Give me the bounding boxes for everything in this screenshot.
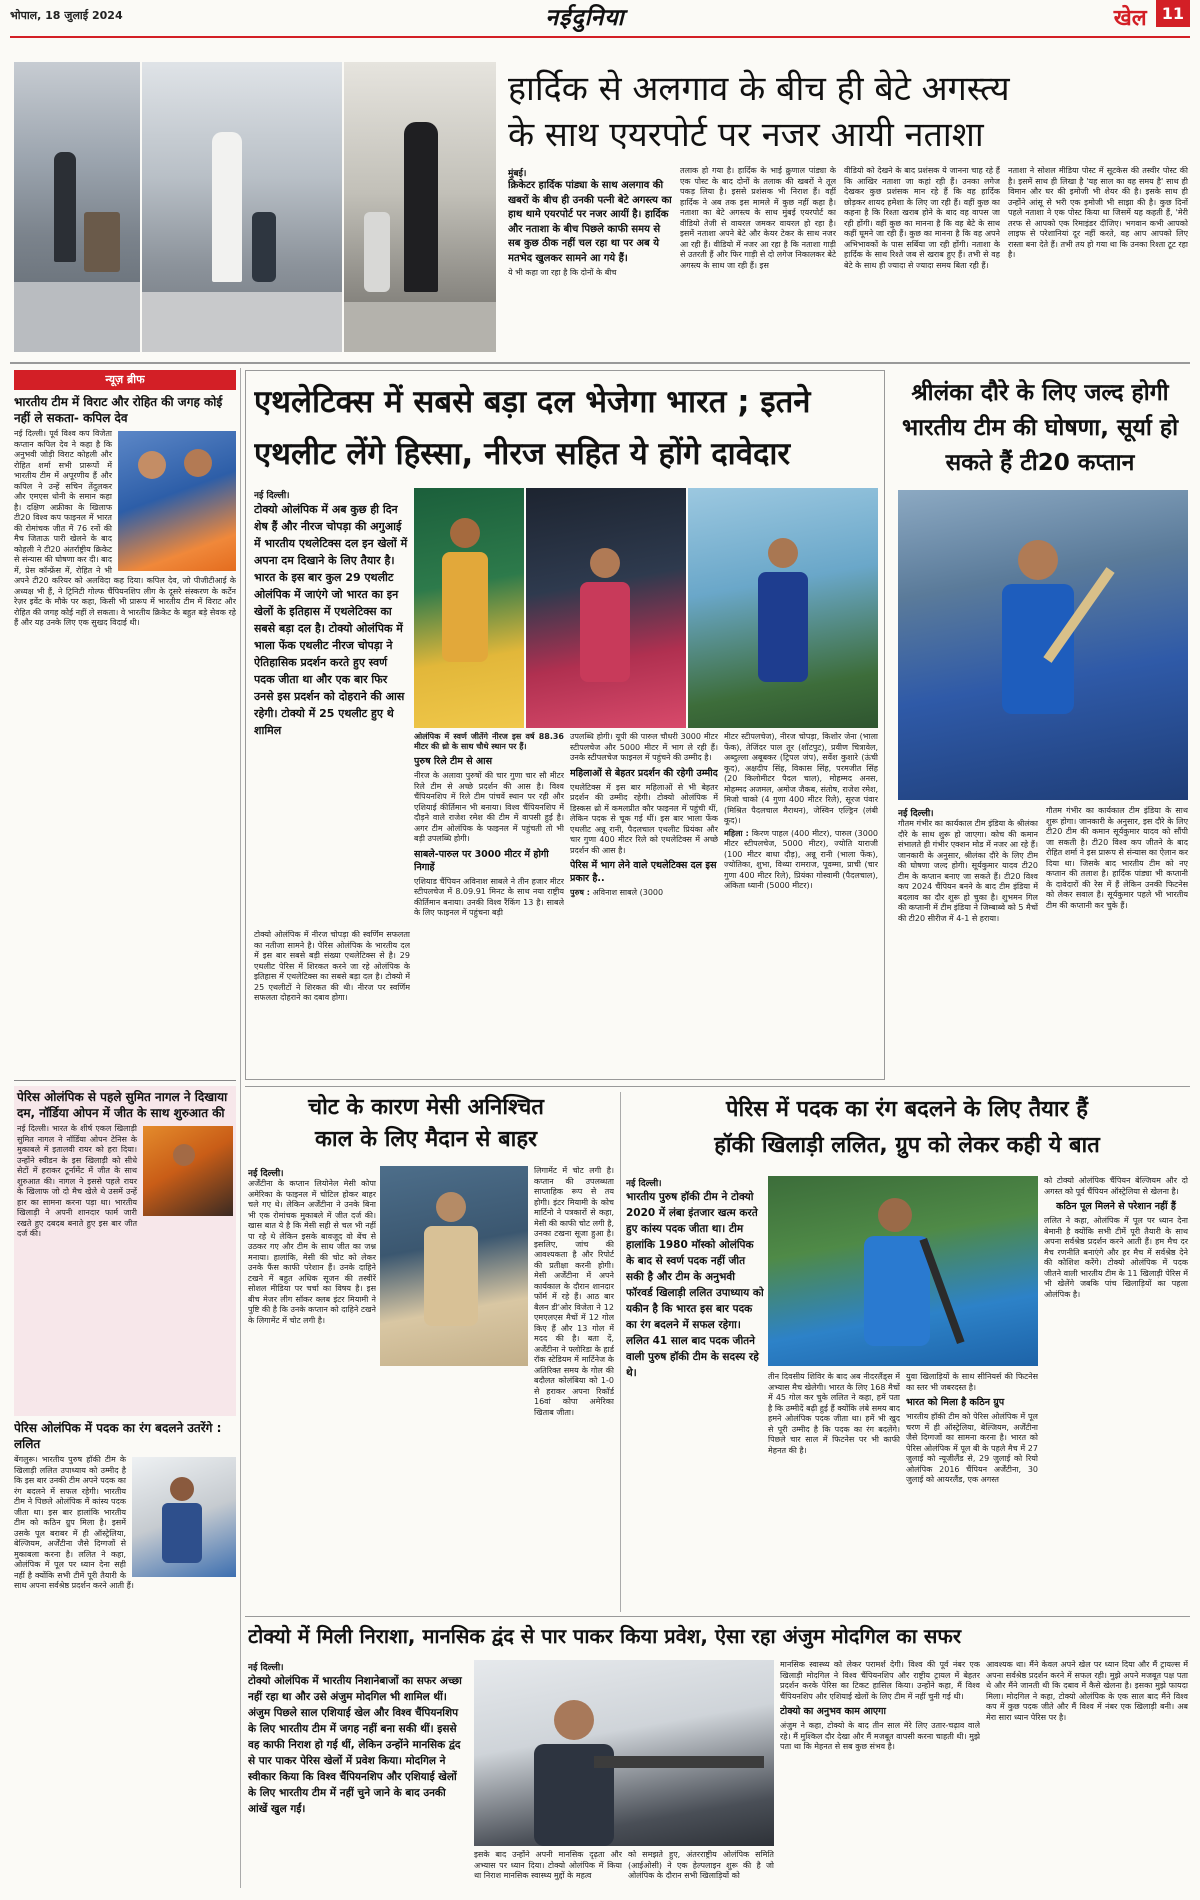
story5-headline	[626, 1092, 1188, 1168]
story2-col3	[570, 732, 718, 1077]
brief1-text: नई दिल्ली। पूर्व विश्व कप विजेता कप्तान कपिल देव ने कहा है कि अनुभवी जोड़ी विराट कोहली और रोहित शर्मा सभी प्रारूपों में भारतीय टीम में अपूरणीय हैं और कपिल ने उन्हें सचिन तेंदुलकर और एमएस धोनी के समान कहा है। दक्षिण अफ्रीका के खिलाफ टी20 विश्व कप फाइनल में भारत की रोमांचक जीत में 76 रनों की मैच जिताऊ पारी खेलने के बाद कोहली ने टी20 अंतर्राष्ट्रीय क्रिकेट से संन्यास की घोषणा कर दी। बाद में, प्रेस कॉन्फ्रेंस में, रोहित ने भी अपने टी20 करियर को अलविदा कह दिया। कपिल देव, जो पीजीटीआई के अध्यक्ष भी हैं, ने ट्रिनिटी गोल्फ चैंपियनशिप लीग के दूसरे संस्करण के कर्टेन रेज़र इवेंट के मौके पर कहा, किसी भी प्रारूप में भारतीय टीम में विराट और रोहित की जगह कोई नहीं ले सकता। वे भारतीय क्रिकेट के बहुत बड़े सेवक रहे हैं और यह उनके लिए एक सुखद विदाई थी।	[14, 429, 236, 627]
brief1-photo-rohit-virat	[118, 431, 236, 571]
story4-col2: लिगामेंट में चोट लगी है। कप्तान की उपलब्धता साप्ताहिक रूप से तय होगी। इंटर मियामी के कोच मार्टिनो ने पत्रकारों से कहा, मेसी की काफी चोट लगी है, उनका टखना सूजा हुआ है। इसलिए, जांच की आवश्यकता है और रिपोर्ट की प्रतीक्षा करनी होगी। मेसी अर्जेंटीना में अपने कार्यकाल के दौरान शानदार फॉर्म में रहे हैं। आठ बार बैलन डी'ओर विजेता ने 12 एमएलएस मैचों में 12 गोल किए हैं और 13 गोल में मदद की है। बता दें, अर्जेंटीना ने फ्लोरिडा के हार्ड रॉक स्टेडियम में मार्टिनेज के अतिरिक्त समय के गोल की बदौलत कोलंबिया को 1-0 से हराकर अपना रिकॉर्ड 16वां कोपा अमेरिका खिताब जीता।	[534, 1166, 614, 1417]
story3-col1	[898, 806, 1038, 1078]
story2-lead-text: टोक्यो ओलंपिक में अब कुछ ही दिन शेष हैं और नीरज चोपड़ा की अगुआई में भारतीय एथलेटिक्स दल इन खेलों में अपना दम दिखाने के लिए तैयार है। भारत के इस बार कुल 29 एथलीट ओलंपिक में जाएंगे जो भारत का इन खेलों के इतिहास में एथलेटिक्स का सबसे बड़ा दल है। टोक्यो ओलंपिक में भाला फेंक एथलीट नीरज चोपड़ा ने ऐतिहासिक प्रदर्शन करते हुए स्वर्ण पदक जीता था और एक बार फिर उनसे इस प्रदर्शन को दोहराने की आस रहेगी। टोक्यो में 25 एथलीट हुए थे शामिल	[254, 503, 408, 737]
story2-headline-line1: एथलेटिक्स में सबसे बड़ा दल भेजेगा भारत ; इतने	[254, 384, 811, 420]
story1-headline	[508, 66, 1188, 160]
masthead	[10, 0, 1190, 40]
brief1-headline: भारतीय टीम में विराट और रोहित की जगह कोई नहीं ले सकता- कपिल देव	[14, 395, 223, 425]
story5-col4-text: को टोक्यो ओलंपिक चैंपियन बेल्जियम और दो अगस्त को पूर्व चैंपियन ऑस्ट्रेलिया से खेलना है।	[1044, 1176, 1188, 1196]
story6-col2: को समझते हुए, अंतरराष्ट्रीय ओलंपिक समिति (आईओसी) ने एक हेल्पलाइन शुरू की है जो ओलंपिक के दौरान सभी खिलाड़ियों को	[628, 1850, 774, 1880]
story6-col3	[780, 1660, 980, 1892]
story5-headline-line2: हॉकी खिलाड़ी ललित, ग्रुप को लेकर कही ये बात	[714, 1133, 1100, 1158]
story6-photo-anjum	[474, 1660, 774, 1846]
story6-caption: इसके बाद उन्होंने अपनी मानसिक दृढ़ता और अभ्यास पर ध्यान दिया। टोक्यो ओलंपिक में किया था निराश मानसिक स्वास्थ्य मुद्दों के महत्व	[474, 1850, 622, 1880]
story2-lead	[254, 488, 410, 928]
story6-headline: टोक्यो में मिली निराशा, मानसिक द्वंद से पार पाकर किया प्रवेश, ऐसा रहा अंजुम मोदगिल का सफर	[248, 1624, 962, 1648]
story5-photo-lalit	[768, 1176, 1038, 1366]
story3-city: नई दिल्ली।	[898, 809, 934, 819]
brief-item-3	[14, 1420, 236, 1890]
story2-sub4: पेरिस में भाग लेने वाले एथलेटिक्स दल इस प्रकार है..	[570, 860, 717, 884]
story4-col1b	[248, 1420, 528, 1610]
story2-col3-text: उपलब्धि होगी। यूपी की पारुल चौधरी 3000 मीटर स्टीपलचेज और 5000 मीटर में भाग ले रही हैं। उनके स्टीपलचेज फाइनल में पहुंचने की उम्मीद है।	[570, 732, 718, 762]
brief-item-2	[14, 1086, 236, 1416]
story5-col3	[906, 1372, 1038, 1610]
story4-photo-messi	[380, 1166, 528, 1366]
story2-roster-first-text: अविनाश साबले (3000	[592, 888, 664, 897]
story4-headline	[248, 1092, 604, 1158]
story1-col3: वीडियो को देखने के बाद प्रशंसक ये जानना चाह रहे हैं कि आखिर नताशा जा कहां रही हैं। उनका लगेज देखकर कुछ प्रशंसक मान रहे हैं कि वह हार्दिक छोड़कर शायद हमेशा के लिए जा रही हैं। वहीं कुछ का कहना है कि रिश्ता खराब होने के बाद वह वापस जा रही होंगी। वहीं कुछ का मानना है कि वह बेटे के साथ कहीं घूमने जा रही हैं। कुछ का मानना है कि वह अपने अभिभावकों के पास सर्बिया जा रही होंगी। नताशा के हार्दिक के साथ रिश्ते जब से खराब हुए हैं। तभी से वह बेटे के साथ ही ज्यादा से ज्यादा समय बिता रही हैं।	[844, 166, 1000, 270]
story2-col2b-text: एशियाड चैंपियन अविनाश साबले ने तीन हजार मीटर स्टीपलचेज में 8.09.91 मिनट के साथ नया राष्ट्रीय कीर्तिमान बनाया। उनकी विश्व रैंकिंग 13 है। साबले के लिए फाइनल में पहुंचना बड़ी	[414, 876, 564, 917]
story5-col4	[1044, 1176, 1188, 1610]
brief3-text: बेंगलुरू। भारतीय पुरुष हॉकी टीम के खिलाड़ी ललित उपाध्याय को उम्मीद है कि इस बार उनकी टीम अपने पदक का रंग बदलने में सफल रहेगी। भारतीय टीम ने पिछले ओलंपिक में कांस्य पदक जीता था। इस बार हालांकि भारतीय टीम को कठिन ग्रुप मिला है। इसमें उसके पूल बराबर में ही ऑस्ट्रेलिया, बेल्जियम, अर्जेंटीना जैसे दिग्गजों से मुकाबला करना है। ललित ने कहा, ओलंपिक में पूल पर ध्यान देना सही नहीं है क्योंकि सभी टीमें पूरी तैयारी के साथ अपना सर्वश्रेष्ठ प्रदर्शन करने आती हैं।	[14, 1455, 134, 1590]
story1-headline-line1: हार्दिक से अलगाव के बीच ही बेटे अगस्त्य	[508, 69, 1010, 109]
story4-col1-text: अर्जेंटीना के कप्तान लियोनेल मेसी कोपा अमेरिका के फाइनल में चोटिल होकर बाहर चले गए थे। लेकिन अर्जेंटीना ने उनके बिना भी एक रोमांचक मुकाबले में जीत दर्ज की। खास बात ये है कि मेसी सही से चल भी नहीं पा रहे थे लेकिन इसके बावजूद वो बेंच से उठकर गए और टीम के साथ जीत का जश्न मनाया। हालांकि, मेसी की चोट को लेकर उनके फैंस काफी परेशान हैं। उनके दाहिने टखने में बहुत अधिक सूजन की तस्वीरें सोशल मीडिया पर चर्चा का विषय है। इस बीच मेजर लीग सॉकर क्लब इंटर मियामी ने पुष्टि की है कि उनके कप्तान को दाहिने टखने के लिगामेंट में चोट लगी है।	[248, 1179, 376, 1325]
story6-city: नई दिल्ली।	[248, 1663, 284, 1673]
story6-col3-text: मानसिक स्वास्थ्य को लेकर परामर्श देगी। विश्व की पूर्व नंबर एक खिलाड़ी मोदगिल ने विश्व चैंपियनशिप और राष्ट्रीय ट्रायल में बेहतर प्रदर्शन करके पेरिस का टिकट हासिल किया। उन्होंने कहा, मैं विश्व चैंपियनशिप और एशियाई खेलों के लिए टीम में नहीं चुनी गई थी।	[780, 1660, 980, 1701]
story2-col4-text: मीटर स्टीपलचेज), नीरज चोपड़ा, किशोर जेना (भाला फेंक), तेजिंदर पाल तूर (शॉटपुट), प्रवीण चित्रावेल, अब्दुल्ला अबूबकर (ट्रिपल जंप), सर्वेश कुशारे (ऊंची कूद), अक्षदीप सिंह, विकास सिंह, परमजीत सिंह (20 किलोमीटर पैदल चाल), मोहम्मद अनस, मोहम्मद अजमल, अमोज जैकब, संतोष, राजेश रमेश, मिजो चाको (4 गुणा 400 मीटर रिले), सूरज पंवार (मिश्रित पैदलचाल मैराथन), जेस्विन एल्ड्रिन (लंबी कूद)।	[724, 732, 878, 825]
story5-lead-text: भारतीय पुरुष हॉकी टीम ने टोक्यो 2020 में लंबा इंतजार खत्म करते हुए कांस्य पदक जीता था। टीम हालांकि 1980 मॉस्को ओलंपिक के बाद से स्वर्ण पदक नहीं जीत सकी है और टीम के अनुभवी फॉरवर्ड खिलाड़ी ललित उपाध्याय को यकीन है कि भारत इस बार पदक का रंग बदलने में सफल रहेगा। ललित 41 साल बाद पदक जीतने वाली पुरुष हॉकी टीम के सदस्य रहे थे।	[626, 1191, 764, 1379]
masthead-logo: नईदुनिया	[545, 5, 625, 31]
masthead-rule	[10, 36, 1190, 38]
page-number: 11	[1156, 0, 1190, 27]
story2-col4	[724, 732, 878, 1077]
story3-headline: श्रीलंका दौरे के लिए जल्द होगी भारतीय टीम की घोषणा, सूर्या हो सकते हैं टी20 कप्तान	[901, 380, 1179, 476]
story6-lead-text: टोक्यो ओलंपिक में भारतीय निशानेबाजों का सफर अच्छा नहीं रहा था और उसे अंजुम मोदगिल भी शामिल थीं। अंजुम पिछले साल एशियाई खेल और विश्व चैंपियनशिप के लिए भारतीय टीम में जगह नहीं बना सकी थीं। इससे वह काफी निराश हो गई थीं, लेकिन उन्होंने मानसिक द्वंद से पार पाकर पेरिस खेलों में प्रवेश किया। मोदगिल ने स्वीकार किया कि विश्व चैंपियनशिप और एशियाई खेलों के लिए भारतीय टीम में नहीं चुने जाने के बाद उनकी आंखें खुल गईं।	[248, 1675, 462, 1815]
story3-col1-text: गौतम गंभीर का कार्यकाल टीम इंडिया के श्रीलंका दौरे के साथ शुरू हो जाएगा। कोच की कमान संभालते ही गंभीर एक्शन मोड में नजर आ रहे हैं। जानकारी के अनुसार, श्रीलंका दौरे के लिए टीम की घोषणा जल्द होगी। सूर्यकुमार यादव टी20 टीम के कप्तान बनाए जा सकते हैं। टी20 विश्व कप 2024 चैंपियन बनने के बाद टीम इंडिया में बदलाव का दौर शुरू हो चुका है। शुभमन गिल की कप्तानी में टीम इंडिया ने जिम्बाब्वे को 5 मैचों की टी20 सीरीज में 4-1 से हराया।	[898, 819, 1038, 923]
story2-city: नई दिल्ली।	[254, 491, 290, 501]
airport-photo-2	[142, 62, 342, 352]
story2-sub3: महिलाओं से बेहतर प्रदर्शन की रहेगी उम्मीद	[570, 767, 718, 779]
brief-tag	[14, 370, 236, 390]
brief3-headline: पेरिस ओलंपिक में पदक का रंग बदलने उतरेंगे : ललित	[14, 1421, 222, 1451]
story2-col3b-text: एथलेटिक्स में इस बार महिलाओं से भी बेहतर प्रदर्शन की उम्मीद रहेगी। टोक्यो ओलंपिक में डिस्कस थ्रो में कमलप्रीत कौर फाइनल में पहुंची थीं, लेकिन पदक से चूक गई थीं। इस बार भाला फेंक एथलीट अन्नू रानी, पैदलचाल एथलीट प्रियंका और चार गुणा 400 मीटर रिले को एथलेटिक्स में अच्छे प्रदर्शन की आस है।	[570, 782, 718, 855]
story4-headline-line2: काल के लिए मैदान से बाहर	[314, 1127, 538, 1152]
section-label: खेल	[1113, 6, 1147, 31]
story5-col3-text: युवा खिलाड़ियों के साथ सीनियर्स की फिटनेस का स्तर भी जबरदस्त है।	[906, 1372, 1038, 1392]
issue-date: भोपाल, 18 जुलाई 2024	[10, 9, 123, 22]
story2-photo-athlete-2	[526, 488, 686, 728]
brief3-photo-lalit	[132, 1457, 236, 1577]
story5-col3b-text: भारतीय हॉकी टीम को पेरिस ओलंपिक में पूल चरण में ही ऑस्ट्रेलिया, बेल्जियम, अर्जेंटीना जैसे दिग्गजों का सामना करना है। भारत को पेरिस ओलंपिक में पूल बी के पहले मैच में 27 जुलाई को न्यूजीलैंड से, 29 जुलाई को रियो ओलंपिक 2016 चैंपियन अर्जेंटीना, 30 जुलाई को आयरलैंड, एक अगस्त	[906, 1412, 1038, 1484]
story3-photo-surya	[898, 490, 1188, 800]
story2-col2-text: नीरज के अलावा पुरुषों की चार गुणा चार सौ मीटर रिले टीम से अच्छे प्रदर्शन की आस है। विश्व चैंपियनशिप में रिले टीम पांचवें स्थान पर रही और एशियाई कीर्तिमान भी बनाया। विश्व चैंपियनशिप में दौड़ने वाले राजेश रमेश की टीम में वापसी हुई है। अगर टीम ओलंपिक के फाइनल में पहुंचती तो भी बड़ी उपलब्धि होगी।	[414, 771, 564, 843]
story1-city: मुंबई।	[508, 169, 527, 179]
story2-sub2: साबले-पारुल पर 3000 मीटर में होगी निगाहें	[414, 848, 549, 873]
airport-photo-3	[344, 62, 496, 352]
story2-col2	[414, 732, 564, 1077]
story2-headline-line2: एथलीट लेंगे हिस्सा, नीरज सहित ये होंगे दावेदार	[254, 436, 791, 472]
story2-roster-label: पुरुष :	[570, 888, 590, 897]
story2-headline	[254, 376, 876, 480]
section-tag	[1114, 0, 1190, 34]
brief-divider-1	[14, 1080, 236, 1081]
vertical-rule-left	[240, 368, 241, 1888]
story5-headline-line1: पेरिस में पदक का रंग बदलने के लिए तैयार हैं	[726, 1097, 1088, 1122]
story5-city: नई दिल्ली।	[626, 1179, 662, 1189]
vertical-rule-mid	[620, 1092, 621, 1612]
story5-sub-b: कठिन पूल मिलने से परेशान नहीं हैं	[1056, 1201, 1176, 1212]
story4-city: नई दिल्ली।	[248, 1169, 284, 1179]
story1-col1	[508, 166, 672, 356]
story2-col4-label: महिला :	[724, 828, 749, 838]
divider-mid	[245, 1086, 1190, 1087]
story6-col4: आवश्यक था। मैंने केवल अपने खेल पर ध्यान दिया और मैं ट्रायल्स में अपना सर्वश्रेष्ठ प्रदर्शन करने में सफल रही। मुझे अपने मजबूत पक्ष पता थे और मैंने जानती थी कि दबाव में कैसे खेलना है। इसका मुझे फायदा मिला। मोदगिल ने कहा, टोक्यो ओलंपिक के एक साल बाद मैंने विश्व कप में कुछ पदक जीते और मैं विश्व में नंबर एक खिलाड़ी बनी। अब मेरा सारा ध्यान पेरिस पर है।	[986, 1660, 1188, 1722]
story1-lead-tail: ये भी कहा जा रहा है कि दोनों के बीच	[508, 268, 617, 277]
story2-lead-body: टोक्यो ओलंपिक में नीरज चोपड़ा की स्वर्णिम सफलता का नतीजा सामने है। पेरिस ओलंपिक के भारतीय दल में इस बार सबसे बड़ी संख्या एथलेटिक्स से है। 29 एथलीट पेरिस में शिरकत करने जा रहे ओलंपिक के इतिहास में एथलेटिक्स का सबसे बड़ा दल है। टोक्यो में 25 एथलीटों ने शिरकत की थी। नीरज पर स्वर्णिम सफलता दोहराने का दबाव होगा।	[254, 930, 410, 1002]
story1-col2: तलाक हो गया है। हार्दिक के भाई क्रुणाल पांड्या के एक पोस्ट के बाद दोनों के तलाक की खबरों ने तूल पकड़ लिया है। इससे प्रशंसक भी निराश हैं। वहीं हार्दिक ने अब तक इस मामले में कुछ नहीं कहा है। नताशा का बेटे अगस्त्य के साथ मुंबई एयरपोर्ट का वीडियो तेजी से वायरल जमकर वायरल हो रहा है। इसमें नताशा अपने बेटे और केयर टेकर के साथ नजर आ रही हैं। वीडियो में नजर आ रहा है कि नताशा गाड़ी से उतरती हैं और फिर गाड़ी से दो लगेज निकालकर बेटे अगस्त्य के साथ जा रही हैं। इस	[680, 166, 836, 270]
story2-photo-athlete-3	[688, 488, 878, 728]
story2-caption: ओलंपिक में स्वर्ण जीतेंगे नीरज इस वर्ष 88.36 मीटर की थ्रो के साथ चौथे स्थान पर हैं।	[414, 732, 564, 751]
airport-photo-1	[14, 62, 140, 352]
story2-col4b	[724, 829, 878, 892]
story5-lead	[626, 1176, 764, 1606]
story5-col4b-text: ललित ने कहा, ओलंपिक में पूल पर ध्यान देना बेमानी है क्योंकि सभी टीमें पूरी तैयारी के साथ अपना सर्वश्रेष्ठ प्रदर्शन करने आती हैं। हम मैच दर मैच रणनीति बनाएंगे और हर मैच में सर्वश्रेष्ठ देने की कोशिश करेंगे। टोक्यो ओलंपिक में पदक जीतने वाली भारतीय टीम के 11 खिलाड़ी पेरिस में भी खेलेंगे जबकि पांच खिलाड़ियों का पहला ओलंपिक है।	[1044, 1216, 1188, 1299]
story1-col4: नताशा ने सोशल मीडिया पोस्ट में सूटकेस की तस्वीर पोस्ट की है। इसमें साथ ही लिखा है 'यह साल का वह समय है' साथ ही विमान और घर की इमोजी भी शेयर की है। इसके साथ ही उन्होंने आंसू से भरी एक इमोजी भी साझा की है। कुछ दिनों पहले नताशा ने एक पोस्ट किया था जिसमें यह कहती हैं, 'मेरी तरफ से आपको एक रिमाइंडर दीजिए। भगवान कभी आपको लाइफ से परेशानियां दूर नहीं करते, वह आप आपको लिए रास्ता बना देते हैं। तभी तय हो गया था कि उनका रिश्ता टूट रहा है।	[1008, 166, 1188, 259]
story6-col3b-text: अंजुम ने कहा, टोक्यो के बाद तीन साल मेरे लिए उतार-चढ़ाव वाले रहे। मैं मुश्किल दौर देखा और मैं मजबूत वापसी करना चाहती थी। मुझे पता था कि मेहनत से सब कुछ संभव है।	[780, 1721, 980, 1751]
story2-sub1: पुरुष रिले टीम से आस	[414, 756, 493, 767]
brief-tag-label: न्यूज़ ब्रीफ	[105, 373, 145, 386]
divider-bottom	[245, 1616, 1190, 1617]
story5-col2: तीन दिवसीय शिविर के बाद अब नीदरलैंड्स में अभ्यास मैच खेलेगी। भारत के लिए 168 मैचों में 45 गोल कर चुके ललित ने कहा, हमें पता है कि उम्मीदें बढ़ी हुई हैं क्योंकि लंबे समय बाद हमने ओलंपिक पदक जीता था। हमें भी खुद से पूरी उम्मीद है कि पदक का रंग बदलेंगे। पिछले चार साल में फिटनेस पर भी काफी मेहनत की है।	[768, 1372, 900, 1455]
story3-col2: गौतम गंभीर का कार्यकाल टीम इंडिया के साथ शुरू होगा। जानकारी के अनुसार, इस दौरे के लिए टी20 टीम की कमान सूर्यकुमार यादव को सौंपी जा सकती है। टी20 विश्व कप जीतने के बाद रोहित शर्मा ने इस प्रारूप से संन्यास का ऐलान कर दिया था। जिसके बाद भारतीय टीम को नए कप्तान की तलाश है। हार्दिक पांड्या भी कप्तानी के दावेदारों की रेस में हैं लेकिन उनकी फिटनेस को लेकर सवाल है। सूर्यकुमार पहले भी भारतीय टीम की कप्तानी कर चुके हैं।	[1046, 806, 1188, 910]
story4-headline-line1: चोट के कारण मेसी अनिश्चित	[308, 1095, 544, 1120]
story2-photo-athlete-1	[414, 488, 524, 728]
story2-col4b-text: किरण पाहल (400 मीटर), पारुल (3000 मीटर स्टीपलचेज, 5000 मीटर), ज्योति याराजी (100 मीटर बाधा दौड़), अन्नू रानी (भाला फेंक), ज्योतिका, शुभा, विथ्या रामराज, पूवम्मा, प्राची (चार गुणा 400 मीटर रिले), प्रियंका गोस्वामी (पैदलचाल), अंकिता ध्यानी (5000 मीटर)।	[724, 828, 878, 890]
story1-headline-line2: के साथ एयरपोर्ट पर नजर आयी नताशा	[508, 115, 984, 155]
story4-col1	[248, 1166, 376, 1416]
story1-lead: क्रिकेटर हार्दिक पांड्या के साथ अलगाव की खबरों के बीच ही उनकी पत्नी बेटे अगस्त्य का हाथ थामे एयरपोर्ट पर नजर आयीं है। हार्दिक और नताशा के बीच पिछले काफी समय से सब कुछ ठीक नहीं चल रहा था पर अब ये मतभेद खुलकर सामने आ गये हैं।	[508, 180, 672, 264]
story6-lead	[248, 1660, 468, 1892]
brief-item-1	[14, 394, 236, 1074]
story2-roster-first	[570, 888, 718, 899]
story6-sub: टोक्यो का अनुभव काम आएगा	[780, 1706, 886, 1717]
brief2-headline: पेरिस ओलंपिक से पहले सुमित नागल ने दिखाया दम, नॉर्डिया ओपन में जीत के साथ शुरुआत की	[17, 1090, 228, 1120]
story5-sub-a: भारत को मिला है कठिन ग्रुप	[906, 1397, 1005, 1408]
brief2-text: नई दिल्ली। भारत के शीर्ष एकल खिलाड़ी सुमित नागल ने नॉर्डिया ओपन टेनिस के मुकाबले में इतालवी रायर को हरा दिया। उन्होंने स्वीडन के इस खिलाड़ी को सीधे सेटों में हराकर टूर्नामेंट में जीत के साथ शुरुआत की। नागल ने इससे पहले रायर के खिलाफ जो दो मैच खेले थे उसमें उन्हें हार का सामना करना पड़ा था। भारतीय खिलाड़ी ने अपनी शानदार फार्म जारी रखते हुए दबदब बनाते हुए इस बार जीत दर्ज की।	[17, 1124, 137, 1238]
brief2-photo-nagal	[143, 1126, 233, 1216]
divider-top	[10, 362, 1190, 364]
